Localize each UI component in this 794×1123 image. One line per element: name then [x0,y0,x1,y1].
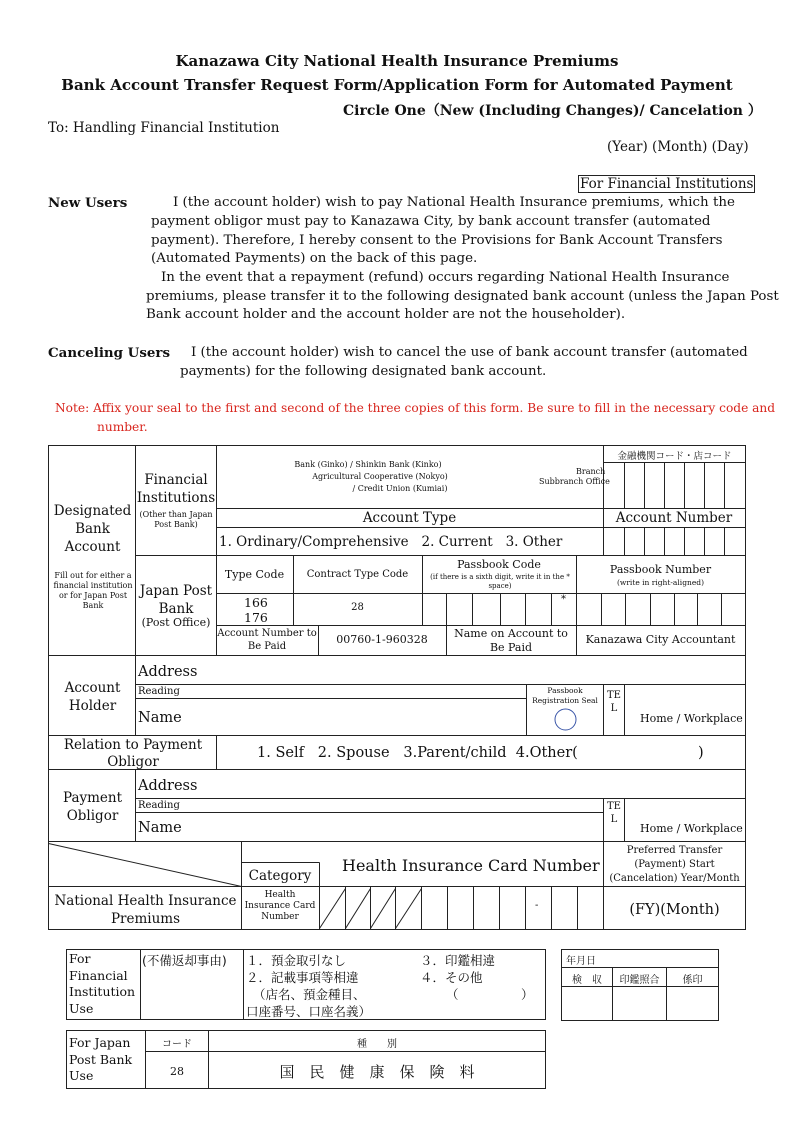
new-users-text-4: (Automated Payments) on the back of this page. [151,251,478,266]
account-to-be-paid-value: 00760-1-960328 [336,633,428,646]
type-code-value-2: 176 [244,610,268,625]
for-financial-institutions-label: For Financial Institutions [580,176,754,192]
jp-code-label: コード [162,1039,192,1050]
category-header: Category [248,868,312,884]
bank-types-3: / Credit Union (Kumiai) [352,484,448,493]
fi-reason-3: ３．印鑑相違 [420,953,496,968]
passbook-number-header: Passbook Number [609,563,712,576]
fi-reason-4b: （ ） [446,987,534,1002]
hic-number-header: Health Insurance Card Number [342,856,600,875]
new-users-text-2: payment obligor must pay to Kanazawa City, by bank account transfer (automated [151,214,711,229]
fy-month-field: (FY)(Month) [629,902,720,918]
new-users-text-5: In the event that a repayment (refund) occurs regarding National Health Insurance [161,270,730,285]
new-users-text-6: premiums, please transfer it to the following designated bank account (unless the Japan Post [146,289,779,304]
passbook-code-note: (if there is a sixth digit, write it in the * space) [430,573,570,590]
jp-type-value: 国 民 健 康 保 険 料 [279,1063,475,1081]
fi-reason-2c: 口座番号、口座名義） [246,1004,372,1019]
new-users-text-7: Bank account holder and the account holder are not the householder). [146,307,626,322]
relation-close: ) [698,745,704,761]
holder-reading-label: Reading [138,686,180,697]
obligor-name-label: Name [138,820,182,836]
fi-use-label: For Financial Institution Use [69,951,136,1016]
nhi-premiums-label: National Health Insurance Premiums [54,893,237,927]
hic-number-small-label: Health Insurance Card Number [244,890,316,922]
fi-check-3: 係印 [682,975,703,986]
obligor-tel-label: TEL [607,801,621,825]
other-than-jp-note: (Other than Japan Post Bank) [139,510,213,529]
fi-date-label: 年月日 [566,956,596,967]
account-type-options: 1. Ordinary/Comprehensive 2. Current 3. Other [219,534,563,550]
account-type-header: Account Type [362,510,457,526]
preferred-transfer-header: Preferred Transfer (Payment) Start (Cancelation) Year/Month [609,845,740,884]
seal-note-line1: Note: Affix your seal to the first and second of the three copies of this form. Be sure to fill in the necessary code and [55,401,776,415]
financial-institutions-label: Financial Institutions [136,472,216,506]
circle-one-instruction: Circle One（New (Including Changes)/ Cancelation ） [343,103,762,119]
seal-note-line2: number. [97,420,148,434]
account-holder-label: Account Holder [64,680,121,714]
contract-type-code-header: Contract Type Code [306,569,409,580]
contract-type-code-value: 28 [351,602,364,613]
canceling-users-label: Canceling Users [48,345,171,361]
fi-reason-4: ４．その他 [420,970,483,985]
type-code-value-1: 166 [244,595,268,610]
form-title-line2: Bank Account Transfer Request Form/Application Form for Automated Payment [61,76,733,94]
hic-dash: - [535,900,539,911]
jp-type-label: 種 別 [357,1039,397,1050]
subbranch-label: Subbranch Office [539,477,610,486]
new-users-text-1: I (the account holder) wish to pay National Health Insurance premiums, which the [173,195,735,210]
passbook-seal-label: Passbook Registration Seal [532,686,598,705]
fill-out-note: Fill out for either a financial institution or for Japan Post Bank [53,571,133,610]
fi-use-reason-label: (不備返却事由) [142,953,227,968]
bank-types-1: Bank (Ginko) / Shinkin Bank (Kinko) [294,460,442,469]
addressee: To: Handling Financial Institution [48,120,280,136]
fi-reason-2b: （店名、預金種目、 [253,987,366,1002]
designated-bank-account-label: Designated Bank Account [53,503,132,555]
jp-code-value: 28 [170,1065,184,1078]
obligor-home-workplace: Home / Workplace [640,822,743,835]
canceling-users-text-2: payments) for the following designated bank account. [180,364,547,379]
name-on-account-value: Kanazawa City Accountant [585,633,736,646]
holder-address-label: Address [138,664,198,680]
account-to-be-paid-label: Account Number to Be Paid [217,628,317,652]
form-title-line1: Kanazawa City National Health Insurance Premiums [175,52,619,70]
fi-reason-2: ２．記載事項等相違 [246,970,359,985]
obligor-reading-label: Reading [138,800,180,811]
new-users-text-3: payment). Therefore, I hereby consent to the Provisions for Bank Account Transfers [151,233,723,248]
obligor-address-label: Address [138,778,198,794]
account-number-header: Account Number [615,510,733,526]
date-fields: (Year) (Month) (Day) [607,139,749,155]
payment-obligor-label: Payment Obligor [62,790,123,824]
name-on-account-label: Name on Account to Be Paid [454,627,568,654]
new-users-label: New Users [48,195,128,211]
relation-label: Relation to Payment Obligor [63,737,203,770]
holder-home-workplace: Home / Workplace [640,712,743,725]
holder-name-label: Name [138,710,182,726]
passbook-asterisk: * [561,594,566,605]
passbook-code-header: Passbook Code [457,558,541,571]
post-office-label: (Post Office) [141,616,211,629]
canceling-users-text-1: I (the account holder) wish to cancel the use of bank account transfer (automated [191,345,748,360]
fi-check-2: 印鑑照合 [619,975,660,986]
fi-reason-1: １．預金取引なし [246,953,347,968]
type-code-header: Type Code [224,568,285,581]
bank-types-2: Agricultural Cooperative (Nokyo) [312,472,448,481]
relation-options: 1. Self 2. Spouse 3.Parent/child 4.Other( [257,745,578,761]
jp-use-label: For Japan Post Bank Use [69,1035,133,1083]
japan-post-bank-label: Japan Post Bank [139,583,213,617]
holder-tel-label: TEL [607,690,621,714]
branch-label: Branch [576,467,606,476]
passbook-number-note: (write in right-aligned) [616,578,704,587]
fi-check-1: 検 収 [572,975,602,986]
fi-code-label: 金融機関コード・店コード [617,451,732,462]
